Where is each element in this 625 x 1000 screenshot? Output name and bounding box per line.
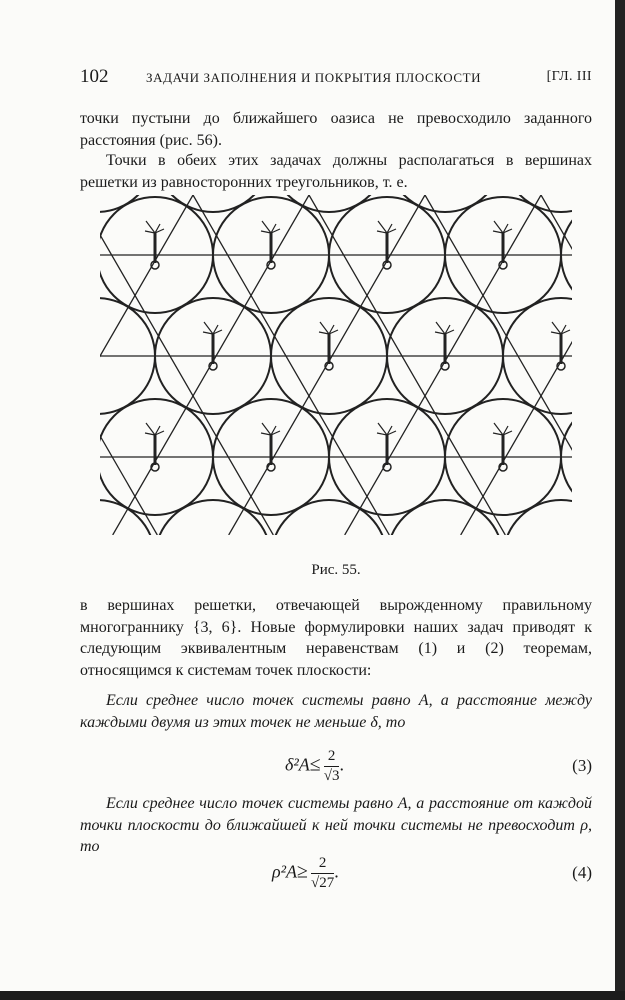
formula-4-lhs: ρ²A — [272, 861, 298, 882]
palm-fronds — [261, 221, 280, 233]
paragraph-3: в вершинах решетки, отвечающей вырожденному правильному многограннику {3, 6}. Новые формулировки наших задач приводят к следующим эквивалентным неравенствам (1) и (2) теоремам, относящимся к системам точек плоскости: — [80, 597, 592, 679]
page-edge-bottom — [0, 991, 625, 1000]
formula-3-period: . — [339, 754, 344, 775]
palm-icon — [261, 423, 280, 471]
coverage-circle — [155, 195, 271, 212]
paragraph-1: точки пустыни до ближайшего оазиса не превосходило заданного расстояния (рис. 56). — [80, 110, 592, 149]
running-title: ЗАДАЧИ ЗАПОЛНЕНИЯ И ПОКРЫТИЯ ПЛОСКОСТИ — [146, 70, 482, 85]
formula-4-fraction — [311, 855, 334, 892]
formula-3-lhs: δ²A — [285, 754, 310, 775]
lattice-figure — [100, 195, 572, 535]
palm-fronds — [145, 423, 164, 435]
palm-icon — [145, 221, 164, 269]
formula-3-expression — [285, 748, 344, 785]
formula-4-denominator: √27 — [311, 875, 335, 891]
formula-4-relation: ≥ — [297, 860, 309, 883]
paragraph-2: Точки в обеих этих задачах должны располагаться в вершинах решетки из равносторонних треугольников, т. е. — [80, 152, 592, 191]
palm-icon — [551, 322, 570, 370]
lattice-line-diagonal — [100, 195, 193, 535]
palm-fronds — [377, 423, 396, 435]
formula-3-relation: ≤ — [309, 753, 321, 776]
formula-4 — [80, 855, 592, 895]
palm-fronds — [493, 423, 512, 435]
formula-3-number: (3) — [572, 756, 592, 775]
formula-3-fraction — [324, 748, 340, 785]
palm-icon — [145, 423, 164, 471]
page-edge-right — [615, 0, 625, 1000]
lattice-line-diagonal — [100, 195, 273, 535]
palm-icon — [493, 221, 512, 269]
paragraph-4: Если среднее число точек системы равно A, а расстояние между каждыми двумя из этих точек не меньше δ, то — [80, 692, 592, 731]
formula-4-period: . — [334, 861, 339, 882]
coverage-circle — [155, 500, 271, 535]
figure-caption: Рис. 55. — [311, 562, 361, 578]
palm-fronds — [435, 322, 454, 334]
coverage-circle — [271, 500, 387, 535]
formula-4-expression — [272, 855, 339, 892]
palm-fronds — [319, 322, 338, 334]
lattice-line-diagonal — [309, 195, 505, 535]
formula-3-denominator: √3 — [323, 768, 340, 784]
coverage-circle — [387, 195, 503, 212]
paragraph-5: Если среднее число точек системы равно A, а расстояние от каждой точки плоскости до ближайшей к ней точки системы не превосходит ρ, то — [80, 795, 592, 855]
formula-4-number: (4) — [572, 863, 592, 882]
formula-3-numerator: 2 — [324, 748, 340, 767]
palm-fronds — [551, 322, 570, 334]
lattice-line-diagonal — [100, 195, 157, 535]
palm-fronds — [145, 221, 164, 233]
lattice-line-diagonal — [345, 195, 541, 535]
coverage-circle — [387, 500, 503, 535]
palm-icon — [377, 221, 396, 269]
palm-fronds — [203, 322, 222, 334]
palm-fronds — [261, 423, 280, 435]
palm-icon — [435, 322, 454, 370]
coverage-circle — [271, 195, 387, 212]
lattice-line-diagonal — [425, 195, 572, 535]
lattice-line-diagonal — [229, 195, 425, 535]
palm-icon — [493, 423, 512, 471]
palm-icon — [377, 423, 396, 471]
lattice-line-diagonal — [113, 195, 309, 535]
page-header — [80, 66, 592, 90]
palm-fronds — [493, 221, 512, 233]
formula-4-numerator: 2 — [311, 855, 334, 874]
lattice-line-diagonal — [193, 195, 389, 535]
formula-3 — [80, 748, 592, 788]
palm-icon — [319, 322, 338, 370]
page-number: 102 — [80, 66, 109, 87]
palm-fronds — [377, 221, 396, 233]
palm-icon — [203, 322, 222, 370]
chapter-label: [ГЛ. III — [546, 69, 592, 84]
palm-icon — [261, 221, 280, 269]
coverage-circle — [503, 500, 572, 535]
